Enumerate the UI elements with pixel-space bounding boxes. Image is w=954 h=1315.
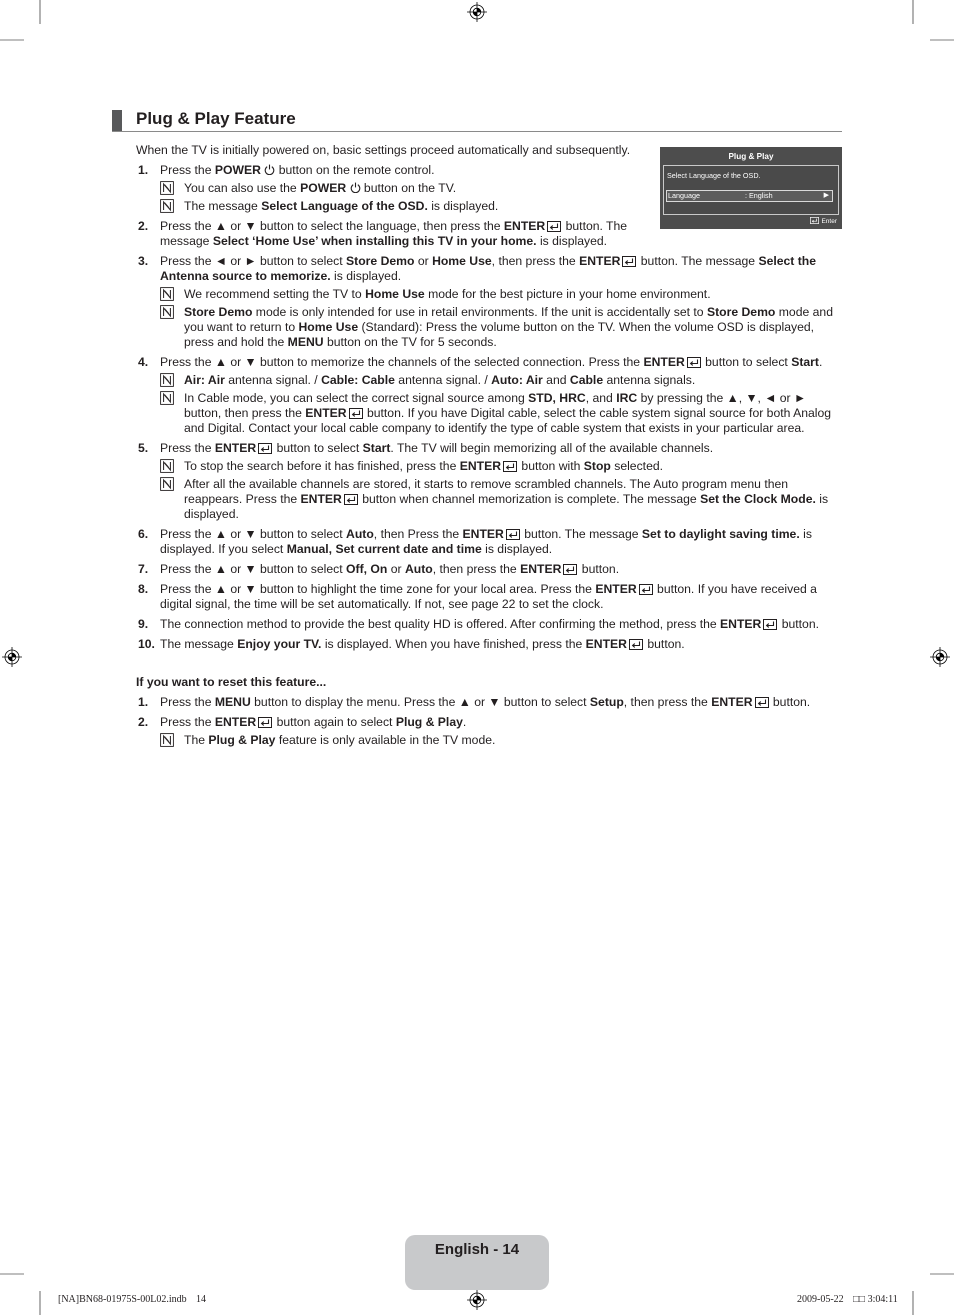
step-item [136, 715, 848, 748]
text-run: Press the ▲ or ▼ button to select the language, then press the [160, 218, 504, 233]
bold-term: Plug & Play [395, 714, 463, 729]
text-run: . The TV will begin memorizing all of the available channels. [390, 440, 714, 455]
text-run: button on the TV. [360, 180, 457, 195]
text-line [184, 406, 848, 421]
bold-term: ENTER [305, 405, 347, 420]
text-run: After all the available channels are stored, it starts to remove scrambled channels. The Auto program menu then [184, 476, 789, 491]
step-number: 3. [138, 253, 149, 268]
step-item [136, 441, 848, 522]
text-run: You can also use the [184, 180, 301, 195]
text-run: is displayed. [330, 268, 402, 283]
note-icon [160, 459, 174, 473]
page-title: Plug & Play Feature [136, 109, 296, 128]
text-run: Press the [160, 714, 215, 729]
text-run: digital signal, the time will be set automatically. If not, see page 22 to set the clock. [160, 596, 604, 611]
enter-icon [503, 461, 517, 472]
page-content [136, 143, 848, 748]
bold-term: ENTER [579, 253, 621, 268]
bold-term: Store Demo [706, 304, 776, 319]
step-number: 7. [138, 561, 149, 576]
bold-term: ENTER [720, 616, 762, 631]
step-number: 9. [138, 616, 149, 631]
text-run: , then Press the [373, 526, 463, 541]
text-run: Press the ◄ or ► button to select [160, 253, 347, 268]
step-item [136, 355, 848, 436]
slug-file: [NA]BN68-01975S-00L02.indb [58, 1294, 187, 1305]
bold-term: Set the Clock Mode. [700, 491, 816, 506]
note [136, 459, 848, 474]
bold-term: Manual, Set current date and time [286, 541, 482, 556]
text-run: button. The [562, 218, 628, 233]
bold-term: Store Demo [346, 253, 415, 268]
bold-term: Plug & Play [208, 732, 276, 747]
power-icon [350, 182, 361, 193]
step-number: 2. [138, 714, 149, 729]
text-run: button, then press the [184, 405, 306, 420]
text-run: Press the ▲ or ▼ button to memorize the channels of the selected connection. Press the [160, 354, 644, 369]
osd-title: Plug & Play [728, 152, 774, 161]
bold-term: Off, On [346, 561, 388, 576]
text-run: is displayed. [481, 541, 553, 556]
text-line [184, 492, 848, 507]
step-item [136, 527, 848, 557]
text-run: Press the [160, 162, 215, 177]
bold-term: POWER [214, 162, 261, 177]
bold-term: ENTER [459, 458, 502, 473]
bold-term: ENTER [711, 694, 753, 709]
enter-icon [622, 256, 636, 267]
text-run: (Standard): Press the volume button on the TV. When the volume OSD is displayed, [358, 319, 815, 334]
bold-term: ENTER [214, 714, 257, 729]
enter-icon [687, 357, 701, 368]
step-number: 10. [138, 636, 155, 651]
bold-term: STD, HRC [528, 390, 586, 405]
bold-term: Cable [569, 372, 604, 387]
bold-term: Auto [346, 526, 374, 541]
note [136, 373, 848, 388]
text-run: Press the [160, 694, 215, 709]
osd-row-label: Language [668, 191, 700, 200]
bold-term: ENTER [300, 491, 342, 506]
text-run: In Cable mode, you can select the correct signal source among [184, 390, 529, 405]
bold-term: MENU [214, 694, 251, 709]
note [136, 181, 848, 196]
bold-term: Auto [404, 561, 433, 576]
text-run: , then press the [623, 694, 712, 709]
osd-row-value: : English [745, 191, 773, 200]
step-item [136, 617, 848, 632]
text-line [160, 562, 848, 577]
enter-icon [506, 529, 520, 540]
note [136, 391, 848, 436]
bold-term: ENTER [520, 561, 562, 576]
bold-term: Air: Air [184, 372, 225, 387]
text-run: is [799, 526, 812, 541]
note [136, 287, 848, 302]
step-text [136, 562, 848, 577]
bold-term: Home Use [298, 319, 359, 334]
text-run: mode for the best picture in your home environment. [424, 286, 711, 301]
text-run: antenna signal. / [224, 372, 322, 387]
text-run: reappears. Press the [184, 491, 301, 506]
text-run: and [542, 372, 570, 387]
bold-term: Stop [583, 458, 611, 473]
bold-term: ENTER [595, 581, 637, 596]
step-text [136, 254, 848, 284]
text-line [184, 391, 848, 406]
text-run: button on the remote control. [275, 162, 435, 177]
step-item [136, 582, 848, 612]
step-item [136, 219, 848, 249]
registration-mark [2, 647, 22, 667]
slug-time: □□ 3:04:11 [853, 1294, 898, 1305]
text-run: mode and [775, 304, 833, 319]
text-run: Press the [160, 440, 215, 455]
bold-term: Home Use [365, 286, 425, 301]
registration-mark [467, 2, 487, 22]
step-item [136, 637, 848, 652]
step-text [136, 617, 848, 632]
text-run: button on the TV for 5 seconds. [323, 334, 497, 349]
bold-term: Home Use [432, 253, 492, 268]
text-run: The [184, 732, 209, 747]
note-icon [160, 373, 174, 387]
text-run: button. [778, 616, 820, 631]
bold-term: Select ‘Home Use’ when installing this TV in your home. [212, 233, 537, 248]
note-icon [160, 287, 174, 301]
text-run: and Digital. Contact your local cable company to identify the type of cable system that exists in your particular area. [184, 420, 805, 435]
osd-message: Select Language of the OSD. [667, 170, 761, 180]
text-run: selected. [610, 458, 664, 473]
text-run: To stop the search before it has finished, press the [184, 458, 460, 473]
text-run: mode is only intended for use in retail environments. If the unit is accidentally set to [252, 304, 707, 319]
note-icon [160, 477, 174, 491]
text-line [184, 305, 848, 320]
text-run: The message [160, 636, 238, 651]
note-icon [160, 391, 174, 405]
text-run: is displayed. When you have finished, press the [321, 636, 586, 651]
enter-icon [755, 697, 769, 708]
step-number: 1. [138, 694, 149, 709]
step-text [136, 637, 848, 652]
text-run: Press the ▲ or ▼ button to select [160, 561, 347, 576]
enter-icon [547, 221, 561, 232]
osd-footer-label: Enter [821, 218, 837, 225]
step-text [136, 219, 848, 249]
text-line [160, 542, 848, 557]
intro-paragraph: When the TV is initially powered on, basic settings proceed automatically and subsequently. [136, 142, 631, 157]
text-run: button. [578, 561, 620, 576]
enter-icon [349, 408, 363, 419]
note-icon [160, 181, 174, 195]
bold-term: ENTER [503, 218, 546, 233]
text-line [184, 373, 848, 388]
reset-heading: If you want to reset this feature... [136, 674, 327, 689]
text-line [160, 441, 848, 456]
step-item [136, 163, 848, 214]
text-line [184, 320, 848, 335]
enter-icon [258, 443, 272, 454]
text-run: is [815, 491, 829, 506]
enter-icon [639, 584, 653, 595]
text-line [160, 163, 848, 178]
bold-term: Cable: Cable [321, 372, 395, 387]
text-run: button again to select [273, 714, 396, 729]
text-run: button. The message [520, 526, 642, 541]
text-run: button when channel memorization is complete. The message [358, 491, 701, 506]
text-run: button. If you have received a [653, 581, 817, 596]
bold-term: Select the [758, 253, 817, 268]
text-line [160, 582, 848, 597]
step-text [136, 441, 848, 456]
text-line [160, 617, 848, 632]
step-number: 5. [138, 440, 149, 455]
text-line [160, 715, 848, 730]
text-line [160, 219, 848, 234]
text-run: The message [184, 198, 262, 213]
text-run: Press the ▲ or ▼ button to highlight the time zone for your local area. Press the [160, 581, 596, 596]
enter-icon [629, 639, 643, 650]
text-run: , then press the [432, 561, 521, 576]
bold-term: ENTER [214, 440, 257, 455]
page-number: English - 14 [434, 1241, 520, 1258]
bold-term: Store Demo [184, 304, 253, 319]
note [136, 305, 848, 350]
text-line [184, 421, 848, 436]
step-number: 8. [138, 581, 149, 596]
step-text [136, 355, 848, 370]
text-line [184, 477, 848, 492]
step-item [136, 695, 848, 710]
bold-term: Enjoy your TV. [237, 636, 322, 651]
bold-term: MENU [287, 334, 324, 349]
reset-steps-list [136, 695, 848, 748]
enter-icon [563, 564, 577, 575]
bold-term: Set to daylight saving time. [641, 526, 800, 541]
text-run: button to select [273, 440, 363, 455]
text-run: is displayed. [536, 233, 608, 248]
enter-icon [763, 619, 777, 630]
text-line [160, 355, 848, 370]
text-run: or [387, 561, 405, 576]
text-run: displayed. If you select [160, 541, 287, 556]
text-run: message [160, 233, 213, 248]
text-run: button. If you have Digital cable, select the cable system signal source for both Analog [363, 405, 832, 420]
text-line [184, 459, 848, 474]
text-line [160, 269, 848, 284]
text-line [160, 637, 848, 652]
text-line [160, 597, 848, 612]
power-icon [264, 164, 275, 175]
title-rule [112, 131, 842, 132]
bold-term: ENTER [585, 636, 627, 651]
bold-term: Select Language of the OSD. [261, 198, 428, 213]
bold-term: Antenna source to memorize. [160, 268, 331, 283]
text-run: . [818, 354, 823, 369]
text-line [160, 695, 848, 710]
text-run: press and hold the [184, 334, 288, 349]
text-run: button to select [701, 354, 792, 369]
text-run: antenna signals. [603, 372, 696, 387]
registration-mark [930, 647, 950, 667]
step-item [136, 254, 848, 350]
text-run: button to display the menu. Press the ▲ or ▼ button to select [250, 694, 590, 709]
text-line [184, 287, 848, 302]
text-run: by pressing the ▲, ▼, ◄ or ► [637, 390, 807, 405]
text-run: , and [585, 390, 617, 405]
note [136, 199, 848, 214]
step-number: 4. [138, 354, 149, 369]
text-run: or [414, 253, 433, 268]
bold-term: ENTER [462, 526, 504, 541]
note-icon [160, 305, 174, 319]
bold-term: Start [362, 440, 391, 455]
bold-term: IRC [616, 390, 638, 405]
text-run: button. The message [637, 253, 759, 268]
bold-term: Setup [589, 694, 624, 709]
text-line [184, 199, 848, 214]
registration-mark [467, 1290, 487, 1310]
text-run: Press the ▲ or ▼ button to select [160, 526, 347, 541]
bold-term: POWER [300, 180, 347, 195]
note-icon [160, 199, 174, 213]
step-number: 6. [138, 526, 149, 541]
note [136, 477, 848, 522]
step-item [136, 562, 848, 577]
bold-term: Start [791, 354, 819, 369]
text-run: button with [518, 458, 584, 473]
step-text [136, 715, 848, 730]
text-run: , then press the [491, 253, 580, 268]
bold-term: Auto: Air [491, 372, 543, 387]
text-run: antenna signal. / [394, 372, 492, 387]
text-line [184, 181, 848, 196]
text-run: We recommend setting the TV to [184, 286, 366, 301]
text-run: feature is only available in the TV mode. [275, 732, 496, 747]
step-number: 2. [138, 218, 149, 233]
step-text [136, 695, 848, 710]
text-line [160, 234, 848, 249]
text-line [184, 507, 848, 522]
bold-term: ENTER [643, 354, 685, 369]
text-line [184, 335, 848, 350]
text-line [160, 527, 848, 542]
note-icon [160, 733, 174, 747]
text-run: you want to return to [184, 319, 299, 334]
text-run: is displayed. [427, 198, 499, 213]
text-run: displayed. [184, 506, 239, 521]
text-run: The connection method to provide the best quality HD is offered. After confirming the method, press the [160, 616, 721, 631]
enter-icon [344, 494, 358, 505]
slug-page: 14 [196, 1294, 206, 1305]
slug-date: 2009-05-22 [797, 1294, 844, 1305]
text-run: button. [643, 636, 685, 651]
step-text [136, 582, 848, 612]
steps-list [136, 163, 848, 652]
title-marker [112, 110, 122, 131]
step-text [136, 163, 848, 178]
note [136, 733, 848, 748]
arrow-right-icon: ▶ [823, 192, 829, 199]
text-line [184, 733, 848, 748]
enter-icon [258, 717, 272, 728]
text-run: button. [769, 694, 811, 709]
step-number: 1. [138, 162, 149, 177]
text-run: . [462, 714, 467, 729]
text-line [160, 254, 848, 269]
step-text [136, 527, 848, 557]
